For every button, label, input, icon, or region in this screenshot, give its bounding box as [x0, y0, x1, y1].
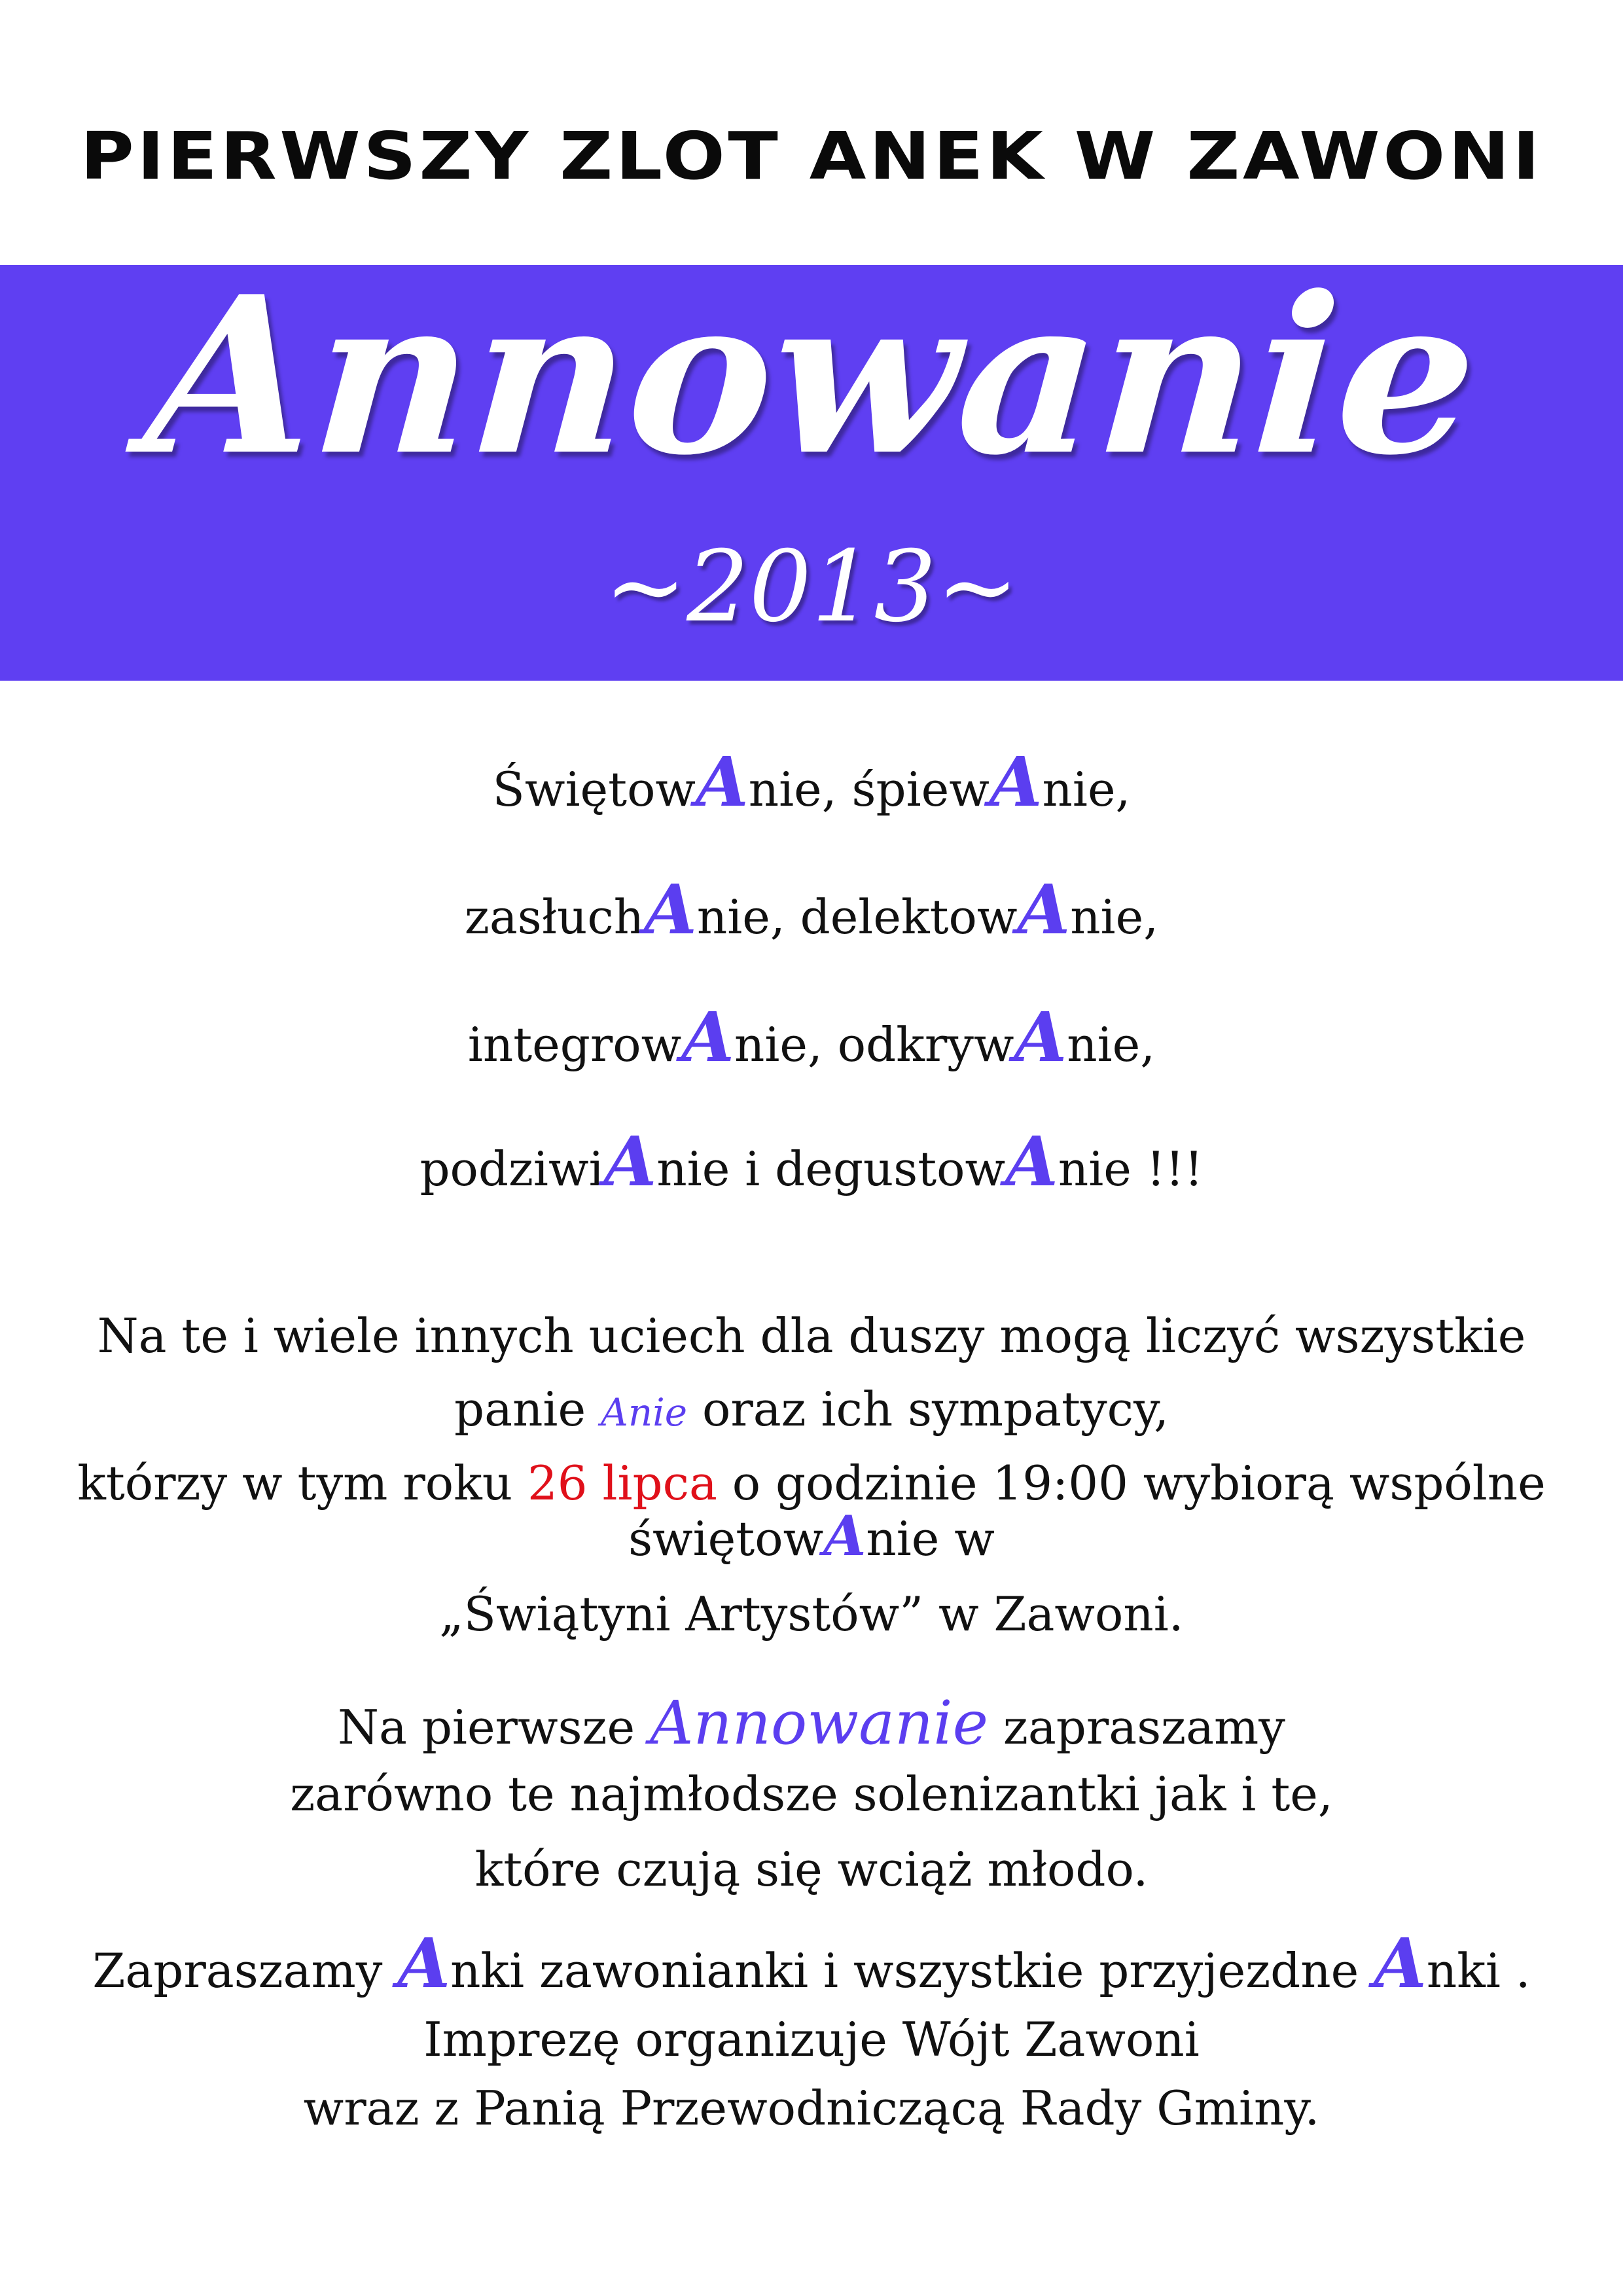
verse-line-1: ŚwiętowAnie, śpiewAnie,: [492, 742, 1131, 822]
accent-letter: A: [397, 1923, 451, 2003]
accent-letter: A: [1017, 869, 1071, 950]
accent-letter: A: [696, 742, 749, 822]
banner-word: Annowanie: [138, 249, 1485, 503]
accent-letter: A: [681, 997, 734, 1077]
body-line-9: Zapraszamy Anki zawonianki i wszystkie przyjezdne Anki .: [92, 1923, 1531, 2003]
verse-line-4: podziwiAnie i degustowAnie !!!: [419, 1121, 1204, 1202]
verse-line-3: integrowAnie, odkrywAnie,: [467, 997, 1156, 1077]
accent-letter: A: [644, 869, 697, 950]
body-line-6: Na pierwsze Annowanie zapraszamy: [338, 1688, 1285, 1758]
body-line-2: panie Anie oraz ich sympatycy,: [454, 1382, 1169, 1437]
accent-letter: A: [989, 742, 1043, 822]
accent-letter: A: [823, 1503, 866, 1568]
annowanie-word: Annowanie: [649, 1688, 989, 1758]
banner-year: ~2013~: [604, 530, 1019, 644]
accent-letter: A: [1374, 1923, 1427, 2003]
accent-letter: A: [603, 1121, 657, 1202]
anie-word: Anie: [600, 1390, 688, 1435]
page-title: PIERWSZY ZLOT ANEK W ZAWONI: [80, 118, 1543, 194]
body-line-10: Imprezę organizuje Wójt Zawoni: [423, 2012, 1200, 2067]
body-line-11: wraz z Panią Przewodniczącą Rady Gminy.: [303, 2081, 1320, 2136]
accent-letter: A: [1014, 997, 1067, 1077]
body-line-7: zarówno te najmłodsze solenizantki jak i te,: [290, 1767, 1333, 1821]
body-line-4: świętowAnie w: [628, 1503, 995, 1568]
event-date: 26 lipca: [527, 1456, 717, 1511]
verse-line-2: zasłuchAnie, delektowAnie,: [464, 869, 1159, 950]
accent-letter: A: [1005, 1121, 1058, 1202]
body-line-5: „Świątyni Artystów” w Zawoni.: [439, 1587, 1184, 1641]
body-line-8: które czują się wciąż młodo.: [474, 1842, 1149, 1897]
body-line-3: którzy w tym roku 26 lipca o godzinie 19:00 wybiorą wspólne: [77, 1456, 1546, 1511]
body-line-1: Na te i wiele innych uciech dla duszy mogą liczyć wszystkie: [97, 1308, 1526, 1363]
